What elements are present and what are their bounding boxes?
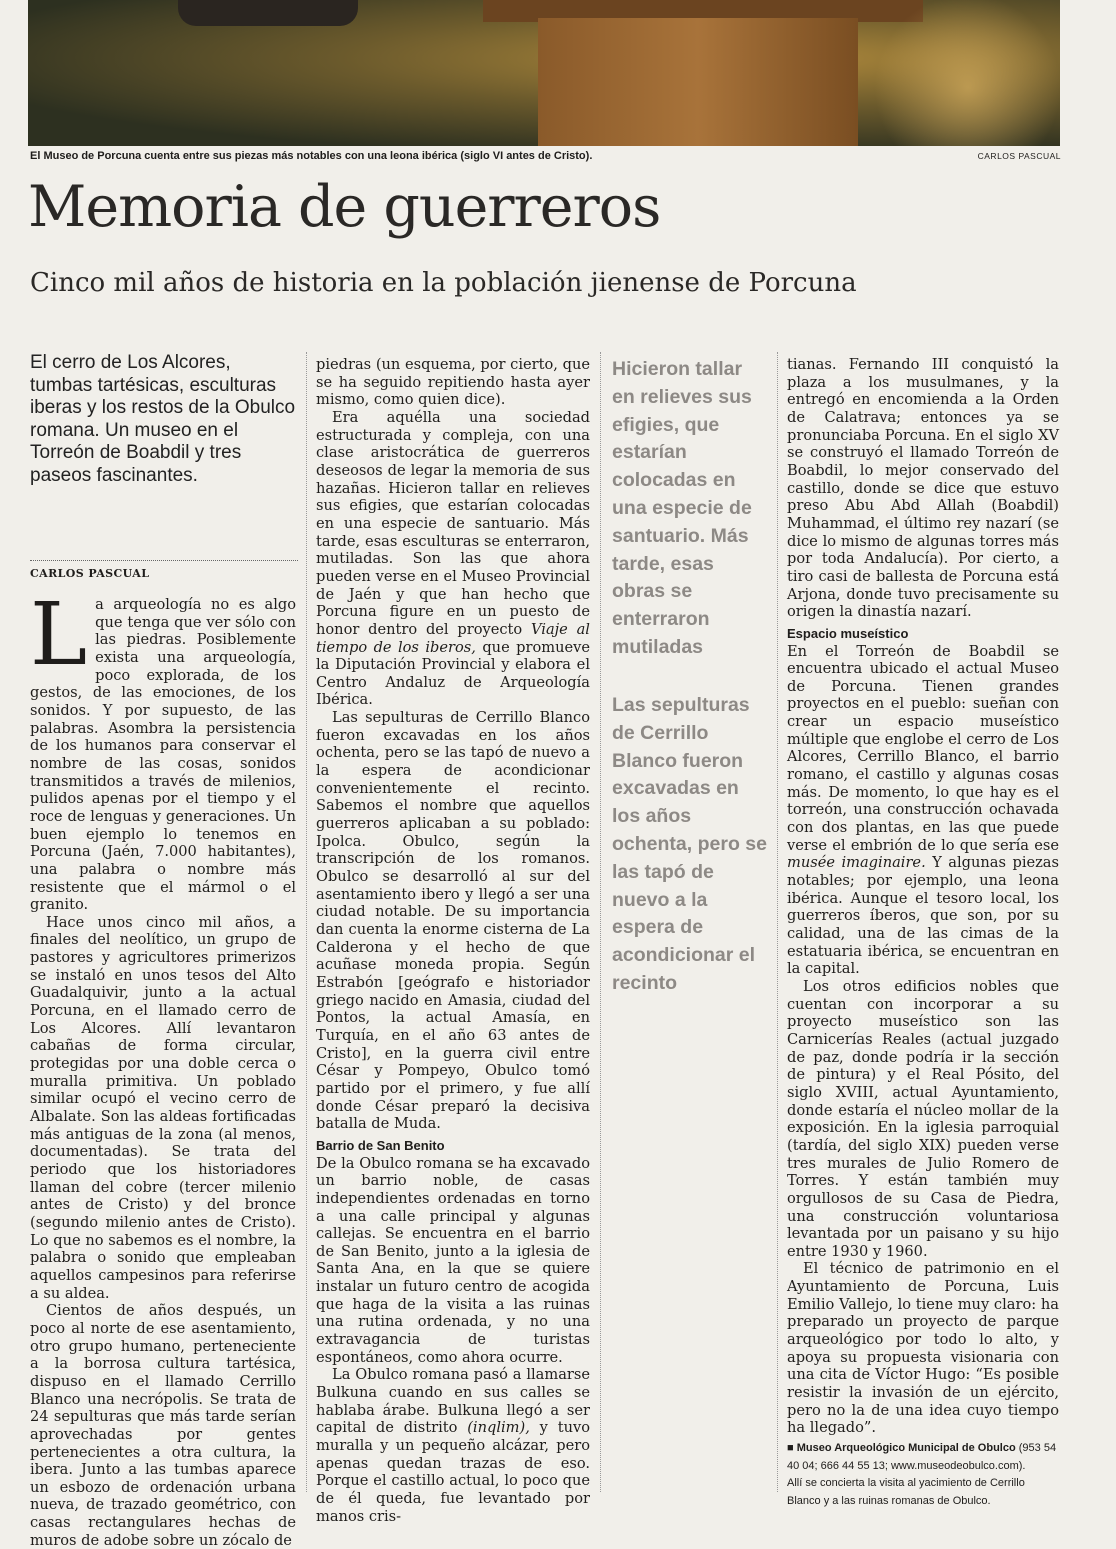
pull-quote: Hicieron tallar en relieves sus efigies, que estarían colocadas en una especie de santuario. Más tarde, esas obras se enterraron mutiladas [612,358,752,658]
article-column-4 [787,356,1059,1510]
paragraph: tianas. Fernando III conquistó la plaza a los musulmanes, y la entregó en encomienda a la Orden de Calatrava; entonces ya se pronunciaba Porcuna. En el siglo XV se construyó el llamado Torreón de Boabdil, lo mejor conservado del castillo, donde se dice que estuvo preso Abu Abd Allah (Boabdil) Muhammad, el último rey nazarí (se dice lo mismo de algunas torres más por toda Andalucía). Por cierto, a tiro casi de ballesta de Porcuna está Arjona, donde tuvo precisamente su origen la dinastía nazarí. [787,356,1059,621]
photo-credit: CARLOS PASCUAL [977,151,1061,161]
museum-name: Museo Arqueológico Municipal de Obulco [796,1442,1016,1455]
column-rule [600,352,601,1492]
paragraph-text: y tuvo muralla y un pequeño alcázar, pero apenas quedan trazas de eso. Porque el castillo actual, lo poco que de él queda, fue levantado por manos cris- [316,1419,591,1525]
section-heading: Barrio de San Benito [316,1137,445,1153]
project-title: Viaje al tiempo de los iberos, [316,620,590,656]
section-heading: Espacio museístico [787,625,909,641]
bullet-square-icon: ■ [787,1442,797,1455]
paragraph-text: En el Torreón de Boabdil se encuentra ubicado el actual Museo de Porcuna. Tienen grandes proyectos en el pueblo: sueñan con crear un espacio museístico múltiple que englobe el cerro de Los Alcores, Cerrillo Blanco, el barrio romano, el castillo y algunas cosas más. De momento, lo que hay es el torreón, una construcción ochavada con dos plantas, en las que puede verse el embrión de lo que sería ese [787,642,1059,854]
headline: Memoria de guerreros [28,174,661,240]
photo-pedestal [538,18,858,146]
paragraph-text: que promueve la Diputación Provincial y elabora el Centro Andaluz de Arqueología Ibérica. [316,638,591,709]
photo-caption: El Museo de Porcuna cuenta entre sus piezas más notables con una leona ibérica (siglo VI antes de Cristo). [30,150,593,162]
pull-quote: Las sepulturas de Cerrillo Blanco fueron excavadas en los años ochenta, pero se las tapó de nuevo a la espera de acondicionar el recinto [612,694,767,994]
paragraph-text: Era aquélla una sociedad estructurada y compleja, con una clase aristocrática de guerreros deseosos de legar la memoria de sus hazañas. Hicieron tallar en relieves sus efigies, que estarían colocadas en una especie de santuario. Más tarde, esas esculturas se enterraron, mutiladas. Son las que ahora pueden verse en el Museo Provincial de Jaén y que han hecho que Porcuna figure en un puesto de honor dentro del proyecto [316,408,590,638]
column-rule [306,352,307,1492]
article-column-1 [30,585,296,1549]
column-rule [777,352,778,1492]
paragraph [316,409,590,709]
paragraph [316,1366,590,1525]
drop-cap: L [30,585,88,685]
paragraph [30,585,296,914]
paragraph-text: Y algunas piezas notables; por ejemplo, una leona ibérica. Aunque el tesoro local, los guerreros íberos, que son, por su calidad, una de las cimas de la estatuaria ibérica, se encuentran en la capital. [787,854,1060,978]
article-column-2 [316,356,590,1525]
museum-photo [28,0,1060,146]
paragraph: Hace unos cinco mil años, a finales del neolítico, un grupo de pastores y agricultores primerizos se instaló en unos tesos del Alto Guadalquivir, junto a la actual Porcuna, en el llamado cerro de Los Alcores. Allí levantaron cabañas de forma circular, protegidas por una doble cerca o muralla primitiva. Un poblado similar ocupó el vecino cerro de Albalate. Son las aldeas fortificadas más antiguas de la zona (al menos, documentadas). Se trata del periodo que los historiadores llaman del cobre (tercer milenio antes de Cristo) y del bronce (segundo milenio antes de Cristo). Lo que no sabemos es el nombre, la palabra o sonido que empleaban aquellos campesinos para referirse a su aldea. [30,913,296,1302]
paragraph: piedras (un esquema, por cierto, que se ha seguido repitiendo hasta ayer mismo, como quien dice). [316,356,590,409]
paragraph: Cientos de años después, un poco al norte de ese asentamiento, otro grupo humano, perteneciente a la borrosa cultura tartésica, dispuso en el llamado Cerrillo Blanco una necrópolis. Se trata de 24 sepulturas que más tarde serían aprovechadas por gentes pertenecientes a otra cultura, la ibera. Junto a las tumbas aparece un esbozo de ordenación urbana nueva, de trazado geométrico, con casas rectangulares hechas de muros de adobe sobre un zócalo de [30,1302,296,1549]
italic-term: musée imaginaire. [787,854,926,872]
museum-info-box [787,1440,1059,1510]
photo-figure-legs [178,0,358,26]
byline: CARLOS PASCUAL [30,567,150,580]
paragraph: Las sepulturas de Cerrillo Blanco fueron excavadas en los años ochenta, pero se las tapó de nuevo a la espera de acondicionar convenientemente el recinto. Sabemos el nombre que aquellos guerreros aplicaban a su poblado: Ipolca. Obulco, según la transcripción de los romanos. Obulco se desarrolló al sur del asentamiento ibero y llegó a ser una ciudad notable. De su importancia dan cuenta la enorme cisterna de La Calderona y el hecho de que acuñase moneda propia. Según Estrabón [geógrafo e historiador griego nacido en Amasia, ciudad del Pontos, la actual Amasía, en Turquía, en el año 63 antes de Cristo], en la guerra civil entre César y Pompeyo, Obulco tomó partido por el primero, y fue allí donde César preparó la decisiva batalla de Muda. [316,709,590,1133]
paragraph: Los otros edificios nobles que cuentan con incorporar a su proyecto museístico son las Carnicerías Reales (actual juzgado de paz, donde podría ir la sección de pintura) y el Real Pósito, del siglo XVIII, actual Ayuntamiento, donde estaría el núcleo mollar de la exposición. En la iglesia parroquial (tardía, del siglo XIX) pueden verse tres murales de Julio Romero de Torres. Y están también muy orgullosos de su Casa de Piedra, una construcción voluntariosa levantada por un paisano y su hijo entre 1930 y 1960. [787,977,1059,1260]
lead-summary: El cerro de Los Alcores, tumbas tartésicas, esculturas iberas y los restos de la Obulco romana. Un museo en el Torreón de Boabdil y tres paseos fascinantes. [30,352,296,486]
paragraph [787,643,1059,978]
photo-light [868,0,1060,146]
paragraph-text: La Obulco romana pasó a llamarse Bulkuna cuando en sus calles se hablaba árabe. Bulkuna llegó a ser capital de distrito [316,1366,590,1437]
arabic-term: (inqlim), [467,1419,530,1437]
subheadline: Cinco mil años de historia en la población jienense de Porcuna [30,268,857,298]
paragraph: El técnico de patrimonio en el Ayuntamiento de Porcuna, Luis Emilio Vallejo, lo tiene muy claro: ha preparado un proyecto de parque arqueológico por todo lo alto, y apoya su propuesta visionaria con una cita de Víctor Hugo: “Es posible resistir la invasión de un ejército, pero no la de una idea cuyo tiempo ha llegado”. [787,1260,1059,1437]
paragraph-text: a arqueología no es algo que tenga que ver sólo con las piedras. Posiblemente exista una arqueología, poco explorada, de los gestos, de las emociones, de los sonidos. Y por supuesto, de las palabras. Asombra la persistencia de los humanos para conservar el nombre de las cosas, sonidos transmitidos a través de milenios, pulidos apenas por el tiempo y el roce de lenguas y generaciones. Un buen ejemplo lo tenemos en Porcuna (Jaén, 7.000 habitantes), una palabra o nombre más resistente que el mármol o el granito. [30,596,296,914]
museum-contact: (953 54 40 04; 666 44 55 13; www.museodeobulco.com). [787,1442,1057,1472]
paragraph: De la Obulco romana se ha excavado un barrio noble, de casas independientes ordenadas en torno a una calle principal y algunas callejas. Se encuentra en el barrio de San Benito, junto a la iglesia de Santa Ana, en la que se quiere instalar un futuro centro de acogida que haga de la visita a las ruinas una rutina ordenada, y no una extravagancia de turistas espontáneos, como ahora ocurre. [316,1154,590,1366]
dotted-divider [30,560,298,561]
museum-note: Allí se concierta la visita al yacimiento de Cerrillo Blanco y a las ruinas romanas de Obulco. [787,1477,1025,1507]
